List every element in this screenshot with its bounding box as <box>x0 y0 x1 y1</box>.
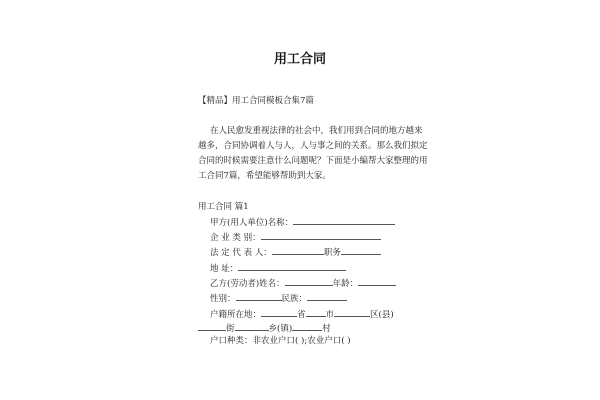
address-label: 地 址： <box>210 264 239 274</box>
gender-blank <box>236 292 282 301</box>
party-b-row <box>210 277 396 289</box>
city-label: 市 <box>325 310 335 320</box>
company-type-blank <box>261 231 381 240</box>
gender-label: 性别： <box>210 294 236 304</box>
legal-rep-row <box>210 246 381 258</box>
hukou-type-row: 户口种类：非农业户口( );农业户口( ) <box>210 336 351 346</box>
party-a-blank <box>293 216 395 225</box>
city-blank <box>306 308 326 317</box>
township-label: 乡(镇) <box>268 324 293 334</box>
street-label: 街 <box>226 324 235 334</box>
district-blank <box>334 308 370 317</box>
paragraph-line: 工合同7篇，希望能够帮助到大家。 <box>198 171 331 181</box>
party-b-label: 乙方(劳动者)姓名： <box>210 279 285 289</box>
street-row <box>198 322 331 334</box>
address-blank <box>238 262 346 271</box>
hukou-location-row <box>210 308 394 320</box>
village-label: 村 <box>322 324 331 334</box>
position-label: 职务 <box>323 248 341 258</box>
province-blank <box>261 308 297 317</box>
section-heading: 用工合同 篇1 <box>198 202 249 212</box>
company-type-label: 企 业 类 别： <box>210 233 261 243</box>
position-blank <box>341 246 381 255</box>
district-label: 区(县) <box>370 310 394 320</box>
street-blank <box>198 322 226 331</box>
party-a-row <box>210 216 395 228</box>
party-a-label: 甲方(用人单位)名称： <box>210 218 294 228</box>
legal-rep-blank <box>272 246 324 255</box>
company-type-row <box>210 231 381 243</box>
village-blank <box>292 322 322 331</box>
hukou-location-label: 户籍所在地： <box>210 310 262 320</box>
intro-line: 【精品】用工合同模板合集7篇 <box>198 96 314 106</box>
township-blank <box>235 322 269 331</box>
paragraph-line: 合同的时候需要注意什么问题呢？下面是小编帮大家整理的用 <box>198 156 428 166</box>
document-title: 用工合同 <box>273 52 326 67</box>
gender-row <box>210 292 347 304</box>
age-label: 年龄： <box>332 279 359 289</box>
address-row <box>210 262 346 274</box>
legal-rep-label: 法 定 代 表 人： <box>210 248 272 258</box>
paragraph-line: 在人民愈发重视法律的社会中，我们用到合同的地方越来 <box>210 126 423 136</box>
ethnicity-blank <box>307 292 347 301</box>
ethnicity-label: 民族： <box>281 294 308 304</box>
age-blank <box>358 277 396 286</box>
paragraph-line: 越多，合同协调着人与人，人与事之间的关系。那么我们拟定 <box>198 141 428 151</box>
party-b-blank <box>285 277 333 286</box>
province-label: 省 <box>297 310 306 320</box>
